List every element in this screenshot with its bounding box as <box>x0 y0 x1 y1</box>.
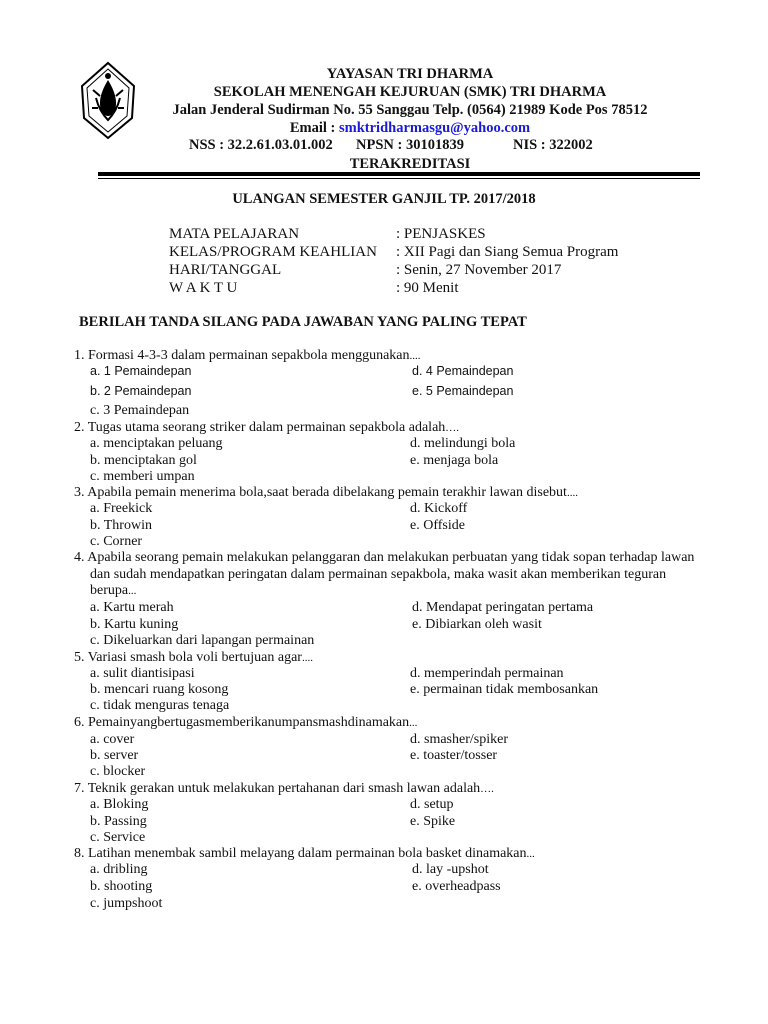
q2-option-d[interactable]: d. melindungi bola <box>410 436 516 451</box>
q6-option-c[interactable]: c. blocker <box>90 764 146 779</box>
question-4-line-3: berupa... <box>90 583 137 598</box>
q6-option-a[interactable]: a. cover <box>90 732 135 747</box>
q6-option-d[interactable]: d. smasher/spiker <box>410 732 508 747</box>
meta-value-subject: : PENJASKES <box>396 226 486 242</box>
instruction: BERILAH TANDA SILANG PADA JAWABAN YANG PALING TEPAT <box>79 314 527 330</box>
q7-option-b[interactable]: b. Passing <box>90 814 147 829</box>
q4-option-d[interactable]: d. Mendapat peringatan pertama <box>412 600 594 615</box>
q4-option-b[interactable]: b. Kartu kuning <box>90 617 179 632</box>
email-line <box>140 119 680 137</box>
question-3-text: 3. Apabila pemain menerima bola,saat berada dibelakang pemain terakhir lawan disebut.... <box>74 485 578 500</box>
q2-option-c[interactable]: c. memberi umpan <box>90 469 195 484</box>
q4-option-e[interactable]: e. Dibiarkan oleh wasit <box>412 617 542 632</box>
meta-label-time: W A K T U <box>169 280 238 296</box>
q8-option-c[interactable]: c. jumpshoot <box>90 896 163 911</box>
meta-value-class: : XII Pagi dan Siang Semua Program <box>396 244 619 260</box>
question-8-text: 8. Latihan menembak sambil melayang dalam permainan bola basket dinamakan... <box>74 846 535 861</box>
q5-option-a[interactable]: a. sulit diantisipasi <box>90 666 195 681</box>
q4-option-a[interactable]: a. Kartu merah <box>90 600 174 615</box>
email-link[interactable]: smktridharmasgu@yahoo.com <box>339 120 531 136</box>
nis-number: NIS : 322002 <box>513 137 593 153</box>
exam-title: ULANGAN SEMESTER GANJIL TP. 2017/2018 <box>232 191 536 207</box>
question-7-text: 7. Teknik gerakan untuk melakukan pertahanan dari smash lawan adalah…. <box>74 781 494 796</box>
meta-value-date: : Senin, 27 November 2017 <box>396 262 562 278</box>
q7-option-d[interactable]: d. setup <box>410 797 454 812</box>
q1-option-c[interactable]: c. 3 Pemaindepan <box>90 403 190 418</box>
school-address: Jalan Jenderal Sudirman No. 55 Sanggau Telp. (0564) 21989 Kode Pos 78512 <box>172 102 648 118</box>
question-1-text: 1. Formasi 4-3-3 dalam permainan sepakbola menggunakan.... <box>74 348 421 363</box>
q3-option-d[interactable]: d. Kickoff <box>410 501 468 516</box>
question-5-text: 5. Variasi smash bola voli bertujuan agar.... <box>74 650 313 665</box>
q8-option-a[interactable]: a. dribling <box>90 862 148 877</box>
q3-option-c[interactable]: c. Corner <box>90 534 143 549</box>
q3-option-b[interactable]: b. Throwin <box>90 518 152 533</box>
q7-option-a[interactable]: a. Bloking <box>90 797 149 812</box>
npsn-number: NPSN : 30101839 <box>356 137 464 153</box>
header-divider-thick <box>98 172 700 176</box>
meta-label-class: KELAS/PROGRAM KEAHLIAN <box>169 244 377 260</box>
meta-label-subject: MATA PELAJARAN <box>169 226 300 242</box>
q1-option-b[interactable]: b. 2 Pemaindepan <box>90 384 192 398</box>
q2-option-a[interactable]: a. menciptakan peluang <box>90 436 223 451</box>
question-4-line-1: 4. Apabila seorang pemain melakukan pelanggaran dan melakukan perbuatan yang tidak sopan terhadap lawan <box>74 550 695 565</box>
q1-option-a[interactable]: a. 1 Pemaindepan <box>90 364 192 378</box>
q8-option-d[interactable]: d. lay -upshot <box>412 862 489 877</box>
q6-option-e[interactable]: e. toaster/tosser <box>410 748 498 763</box>
question-4-line-2: dan sudah mendapatkan peringatan dalam permainan sepakbola, maka wasit akan memberikan teguran <box>90 567 667 582</box>
foundation-name: YAYASAN TRI DHARMA <box>326 66 494 82</box>
q2-option-b[interactable]: b. menciptakan gol <box>90 453 197 468</box>
q5-option-c[interactable]: c. tidak menguras tenaga <box>90 698 230 713</box>
q4-option-c[interactable]: c. Dikeluarkan dari lapangan permainan <box>90 633 315 648</box>
q7-option-c[interactable]: c. Service <box>90 830 146 845</box>
accreditation-status: TERAKREDITASI <box>349 156 471 172</box>
school-name: SEKOLAH MENENGAH KEJURUAN (SMK) TRI DHARMA <box>213 84 607 100</box>
q8-option-b[interactable]: b. shooting <box>90 879 153 894</box>
q1-option-d[interactable]: d. 4 Pemaindepan <box>412 364 514 378</box>
q1-option-e[interactable]: e. 5 Pemaindepan <box>412 384 514 398</box>
q6-option-b[interactable]: b. server <box>90 748 139 763</box>
q7-option-e[interactable]: e. Spike <box>410 814 456 829</box>
nss-number: NSS : 32.2.61.03.01.002 <box>189 137 333 153</box>
question-6-text: 6. Pemainyangbertugasmemberikanumpansmashdinamakan... <box>74 715 418 730</box>
q2-option-e[interactable]: e. menjaga bola <box>410 453 499 468</box>
question-2-text: 2. Tugas utama seorang striker dalam permainan sepakbola adalah…. <box>74 420 460 435</box>
q8-option-e[interactable]: e. overheadpass <box>412 879 501 894</box>
q5-option-e[interactable]: e. permainan tidak membosankan <box>410 682 599 697</box>
q5-option-d[interactable]: d. memperindah permainan <box>410 666 564 681</box>
meta-label-date: HARI/TANGGAL <box>169 262 282 278</box>
meta-value-time: : 90 Menit <box>396 280 459 296</box>
header-divider-thin <box>98 178 700 179</box>
q3-option-a[interactable]: a. Freekick <box>90 501 153 516</box>
email-label: Email : <box>289 120 339 136</box>
q3-option-e[interactable]: e. Offside <box>410 518 465 533</box>
q5-option-b[interactable]: b. mencari ruang kosong <box>90 682 229 697</box>
